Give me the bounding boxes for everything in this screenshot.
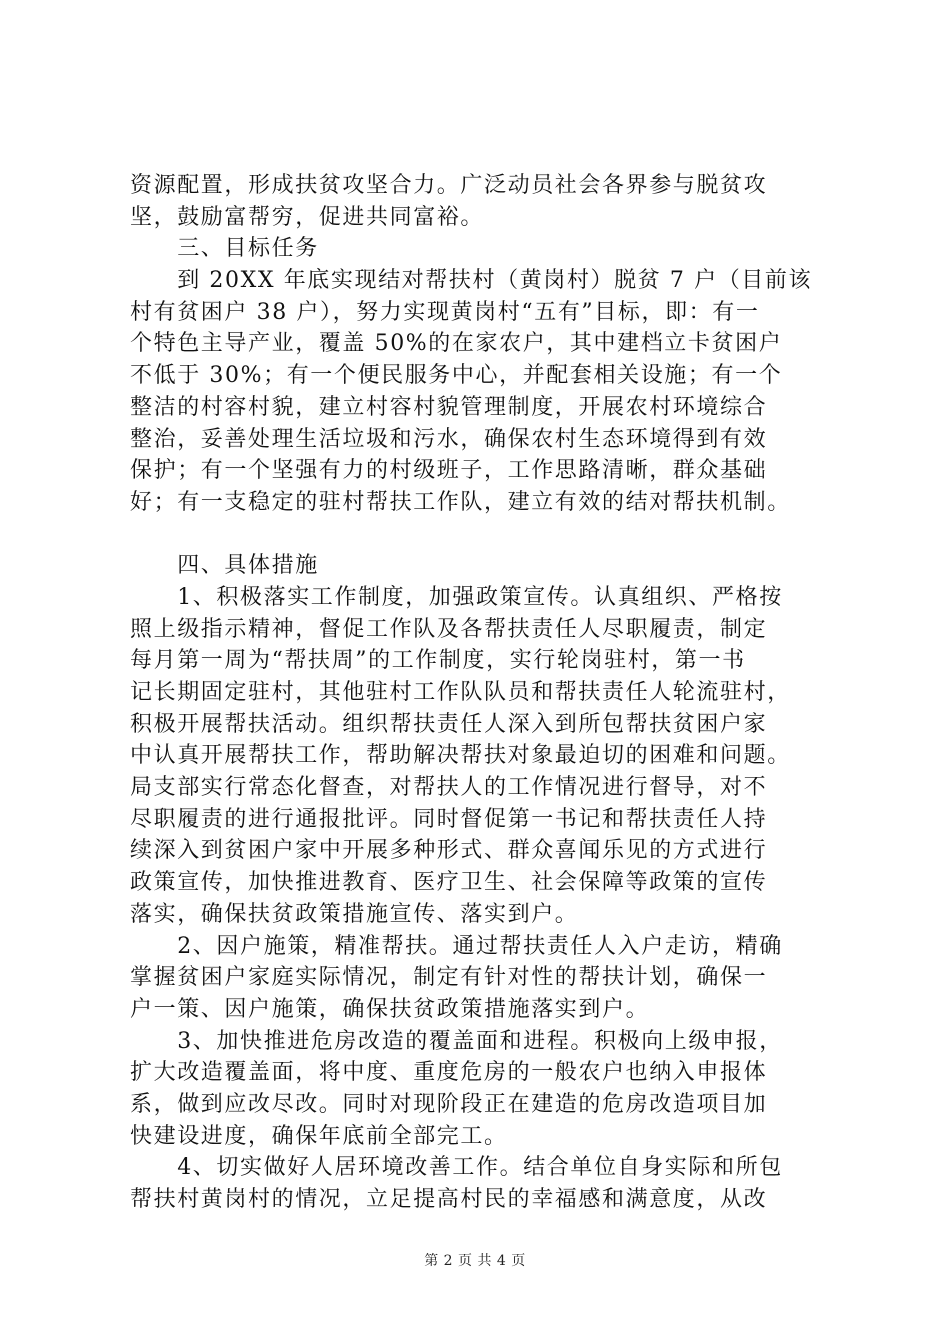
text-line: 每月第一周为“帮扶周”的工作制度，实行轮岗驻村，第一书 (130, 648, 746, 674)
text-line: 照上级指示精神，督促工作队及各帮扶责任人尽职履责，制定 (130, 616, 768, 642)
text-line: 保护；有一个坚强有力的村级班子，工作思路清晰，群众基础 (130, 458, 768, 484)
text-line: 记长期固定驻村，其他驻村工作队队员和帮扶责任人轮流驻村， (130, 680, 791, 705)
text-line: 2、因户施策，精准帮扶。通过帮扶责任人入户走访，精确 (130, 933, 783, 959)
text-line: 政策宣传，加快推进教育、医疗卫生、社会保障等政策的宣传 (130, 870, 768, 896)
text-line: 中认真开展帮扶工作，帮助解决帮扶对象最迫切的困难和问题。 (130, 743, 791, 769)
text-line: 扩大改造覆盖面，将中度、重度危房的一般农户也纳入申报体 (130, 1060, 768, 1086)
text-line: 整治，妥善处理生活垃圾和污水，确保农村生态环境得到有效 (130, 426, 768, 452)
text-line: 尽职履责的进行通报批评。同时督促第一书记和帮扶责任人持 (130, 806, 768, 832)
section-heading: 三、目标任务 (130, 236, 319, 262)
text-line: 系，做到应改尽改。同时对现阶段正在建造的危房改造项目加 (130, 1091, 768, 1117)
document-body (130, 170, 850, 1216)
text-line: 3、加快推进危房改造的覆盖面和进程。积极向上级申报， (130, 1028, 783, 1054)
text-line: 局支部实行常态化督查，对帮扶人的工作情况进行督导，对不 (130, 775, 768, 801)
text-line: 落实，确保扶贫政策措施宣传、落实到户。 (130, 901, 579, 927)
text-line: 户一策、因户施策，确保扶贫政策措施落实到户。 (130, 996, 650, 1022)
text-line: 村有贫困户 38 户），努力实现黄岗村“五有”目标，即：有一 (130, 299, 760, 325)
text-line: 整洁的村容村貌，建立村容村貌管理制度，开展农村环境综合 (130, 394, 768, 420)
section-heading: 四、具体措施 (130, 553, 319, 579)
text-line: 好；有一支稳定的驻村帮扶工作队，建立有效的结对帮扶机制。 (130, 489, 791, 515)
text-line: 1、积极落实工作制度，加强政策宣传。认真组织、严格按 (130, 584, 783, 610)
page-footer: 第 2 页 共 4 页 (424, 1253, 526, 1269)
text-line: 4、切实做好人居环境改善工作。结合单位自身实际和所包 (130, 1155, 783, 1181)
text-line: 续深入到贫困户家中开展多种形式、群众喜闻乐见的方式进行 (130, 838, 768, 864)
text-line: 到 20XX 年底实现结对帮扶村（黄岗村）脱贫 7 户（目前该 (130, 268, 813, 294)
text-line: 坚，鼓励富帮穷，促进共同富裕。 (130, 204, 485, 230)
text-line: 快建设进度，确保年底前全部完工。 (130, 1123, 508, 1149)
text-line: 资源配置，形成扶贫攻坚合力。广泛动员社会各界参与脱贫攻 (130, 173, 768, 198)
text-line: 帮扶村黄岗村的情况，立足提高村民的幸福感和满意度，从改 (130, 1187, 768, 1212)
text-line: 不低于 30%；有一个便民服务中心，并配套相关设施；有一个 (130, 363, 783, 389)
text-line: 积极开展帮扶活动。组织帮扶责任人深入到所包帮扶贫困户家 (130, 711, 768, 737)
blank-line (130, 519, 850, 551)
text-line: 个特色主导产业，覆盖 50%的在家农户，其中建档立卡贫困户 (130, 331, 783, 357)
text-line: 掌握贫困户家庭实际情况，制定有针对性的帮扶计划，确保一 (130, 965, 768, 991)
